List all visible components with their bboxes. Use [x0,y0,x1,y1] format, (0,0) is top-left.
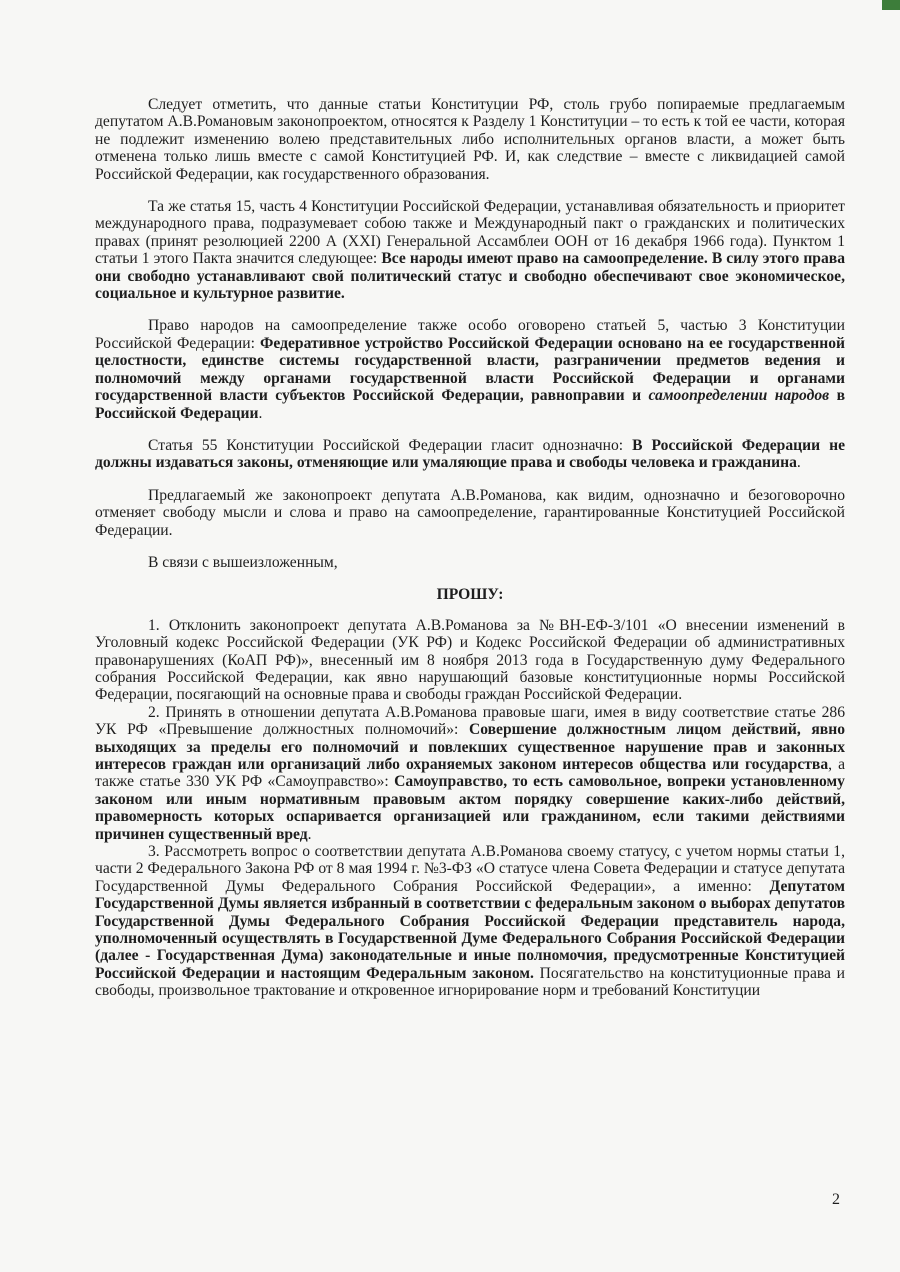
paragraph-international-covenant: Та же статья 15, часть 4 Конституции Российской Федерации, устанавливая обязательность и приоритет международного права, подразумевает собою также и Международный пакт о гражданских и политических правах (принят резолюцией 2200 А (XXI) Генеральной Ассамблеи ООН от 16 декабря 1966 года). Пунктом 1 статьи 1 этого Пакта значится следующее: Все народы имеют право на самоопределение. В силу этого права они свободно устанавливают свой политический статус и свободно обеспечивают свое экономическое, социальное и культурное развитие. [95,198,845,303]
paragraph-self-determination: Право народов на самоопределение также особо оговорено статьей 5, частью 3 Конституции Российской Федерации: Федеративное устройство Российской Федерации основано на ее государственной целостности, единстве системы государственной власти, разграничении предметов ведения и полномочий между органами государственной власти Российской Федерации и органами государственной власти субъектов Российской Федерации, равноправии и самоопределении народов в Российской Федерации. [95,317,846,422]
request-item-1: 1. Отклонить законопроект депутата А.В.Романова за №ВН-ЕФ-3/101 «О внесении изменений в Уголовный кодекс Российской Федерации (УК РФ) и Кодекс Российской Федерации об административных правонарушениях (КоАП РФ)», внесенный им 8 ноября 2013 года в Государственную думу Федерального собрания Российской Федерации, как явно нарушающий базовые конституционные нормы Российской Федерации, посягающий на основные права и свободы граждан Российской Федерации. [95,616,845,704]
paragraph-constitution-section-1: Следует отметить, что данные статьи Конституции РФ, столь грубо попираемые предлагаемым депутатом А.В.Романовым законопроектом, относятся к Разделу 1 Конституции – то есть к той ее части, которая не подлежит изменению волею представительных либо исполнительных органов власти, а может быть отменена только лишь вместе с самой Конституцией РФ. И, как следствие – вместе с ликвидацией самой Российской Федерации, как государственного образования. [95,96,845,183]
scan-corner-mark [882,0,900,10]
deputy-status-quote: Депутатом Государственной Думы является избранный в соответствии с федеральным законом о выборах депутатов Государственной Думы Федерального Собрания Российской Федерации представитель народа, уполномоченный осуществлять в Государственной Думе Федерального Собрания Российской Федерации (далее - Государственная Дума) законодательные и иные полномочия, предусмотренные Конституцией Российской Федерации и настоящим Федеральным законом. [95,877,845,982]
paragraph-article-55: Статья 55 Конституции Российской Федерации гласит однозначно: В Российской Федерации не должны издаваться законы, отменяющие или умаляющие права и свободы человека и гражданина. [95,436,845,472]
article-286-quote: Совершение должностным лицом действий, явно выходящих за пределы его полномочий и повлекших существенное нарушение прав и законных интересов граждан или организаций либо охраняемых законом интересов общества или государства [95,721,845,773]
request-item-2: 2. Принять в отношении депутата А.В.Романова правовые шаги, имея в виду соответствие статье 286 УК РФ «Превышение должностных полномочий»: Совершение должностным лицом действий, явно выходящих за пределы его полномочий и повлекших существенное нарушение прав и законных интересов граждан или организаций либо охраняемых законом интересов общества или государства, а также статье 330 УК РФ «Самоуправство»: Самоуправство, то есть самовольное, вопреки установленному законом или иным нормативным правовым актом порядку совершение каких-либо действий, правомерность которых оспаривается организацией или гражданином, если такими действиями причинен существенный вред. [95,703,845,843]
article-5-quote-end: в Российской Федерации [95,387,846,422]
article-55-quote: В Российской Федерации не должны издаваться законы, отменяющие или умаляющие права и свободы человека и гражданина [95,436,845,472]
article-330-quote: Самоуправство, то есть самовольное, вопреки установленному законом или иным нормативным правовым актом порядку совершение каких-либо действий, правомерность которых оспаривается организацией или гражданином, если такими действиями причинен существенный вред [95,773,845,843]
article-5-emphasis: самоопределении народов [648,387,830,405]
covenant-quote: Все народы имеют право на самоопределение. В силу этого права они свободно устанавливают свой политический статус и свободно обеспечивают свое экономическое, социальное и культурное развитие. [95,250,845,303]
article-5-quote: Федеративное устройство Российской Федерации основано на ее государственной целостности, единстве системы государственной власти, разграничении предметов ведения и полномочий между органами государственной власти Российской Федерации и органами государственной власти субъектов Российской Федерации, равноправии и [95,334,845,405]
page-number: 2 [832,1191,840,1208]
paragraph-bill-assessment: Предлагаемый же законопроект депутата А.В.Романова, как видим, однозначно и безоговорочно отменяет свободу мысли и слова и право на самоопределение, гарантированные Конституцией Российской Федерации. [95,486,845,539]
request-heading: ПРОШУ: [436,586,504,604]
paragraph-in-connection: В связи с вышеизложенным, [148,553,338,571]
request-item-3: 3. Рассмотреть вопрос о соответствии депутата А.В.Романова своему статусу, с учетом нормы статьи 1, части 2 Федерального Закона РФ от 8 мая 1994 г. №3-ФЗ «О статусе члена Совета Федерации и статусе депутата Государственной Думы Федерального Собрания Российской Федерации», а именно: Депутатом Государственной Думы является избранный в соответствии с федеральным законом о выборах депутатов Государственной Думы Федерального Собрания Российской Федерации представитель народа, уполномоченный осуществлять в Государственной Думе Федерального Собрания Российской Федерации (далее - Государственная Дума) законодательные и иные полномочия, предусмотренные Конституцией Российской Федерации и настоящим Федеральным законом. Посягательство на конституционные права и свободы, произвольное трактование и откровенное игнорирование норм и требований Конституции [95,843,845,1000]
document-page [95,96,845,1000]
